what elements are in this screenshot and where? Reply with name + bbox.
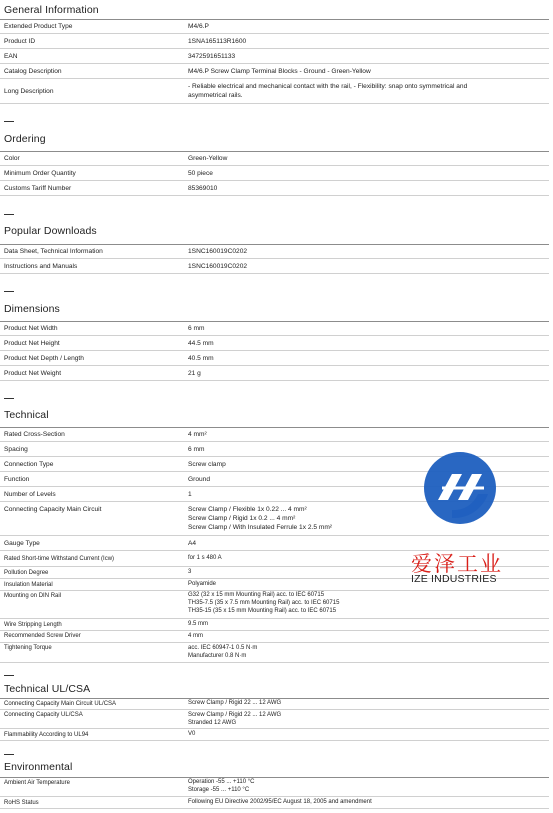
row-label: Wire Stripping Length — [4, 622, 62, 628]
table-row — [0, 710, 549, 729]
table-row — [0, 19, 549, 34]
row-label: Number of Levels — [4, 491, 56, 498]
row-value: Ground — [188, 476, 210, 483]
row-value: 85369010 — [188, 185, 218, 192]
table-row — [0, 64, 549, 79]
table-row — [0, 259, 549, 274]
row-value: 44.5 mm — [188, 340, 214, 347]
row-label: Mounting on DIN Rail — [4, 593, 62, 599]
row-value: Screw clamp — [188, 461, 226, 468]
row-label: Product Net Width — [4, 325, 58, 332]
row-value: for 1 s 480 A — [188, 555, 222, 561]
row-value: 1 — [188, 491, 192, 498]
section-title: Technical — [4, 409, 49, 421]
row-label: Connecting Capacity UL/CSA — [4, 712, 83, 718]
table-row — [0, 166, 549, 181]
row-value: 4 mm — [188, 633, 203, 639]
section-title: Environmental — [4, 761, 73, 773]
section-title: Ordering — [4, 133, 46, 145]
section-title: Technical UL/CSA — [4, 683, 91, 695]
row-label: Insulation Material — [4, 582, 53, 588]
row-label: Product Net Height — [4, 340, 60, 347]
row-label: Spacing — [4, 446, 28, 453]
row-value: 3472591651133 — [188, 53, 236, 60]
table-row — [0, 351, 549, 366]
section-title: Popular Downloads — [4, 225, 97, 237]
table-row — [0, 151, 549, 166]
row-value: Screw Clamp / Rigid 22 ... 12 AWG Stranded 12 AWG — [188, 712, 282, 726]
row-label: Gauge Type — [4, 540, 40, 547]
row-value: 50 piece — [188, 170, 213, 177]
row-label: Connecting Capacity Main Circuit — [4, 506, 102, 513]
row-value: 6 mm — [188, 325, 205, 332]
row-value: 3 — [188, 569, 192, 575]
section-dash — [4, 291, 14, 292]
table-row — [0, 643, 549, 663]
row-label: Product Net Depth / Length — [4, 355, 84, 362]
table-row — [0, 181, 549, 196]
row-value: M4/6.P Screw Clamp Terminal Blocks - Ground - Green-Yellow — [188, 68, 371, 75]
table-row — [0, 244, 549, 259]
row-label: Rated Short-time Withstand Current (Icw) — [4, 556, 115, 562]
row-label: Tightening Torque — [4, 645, 52, 651]
watermark-chinese: 爱泽工业 — [411, 552, 503, 576]
row-value: Screw Clamp / Flexible 1x 0.22 ... 4 mm² Screw Clamp / Rigid 1x 0.2 ... 4 mm² Screw Clamp / With Insulated Ferrule 1x 2.5 mm² — [188, 506, 333, 531]
row-label: Customs Tariff Number — [4, 185, 72, 192]
row-value: Green-Yellow — [188, 155, 228, 162]
table-row — [0, 34, 549, 49]
row-value: - Reliable electrical and mechanical contact with the rail, - Flexibility: snap onto symmetrical and asymmetrical rails. — [188, 83, 468, 99]
table-row — [0, 591, 549, 619]
table-row — [0, 427, 549, 442]
section-title: General Information — [4, 4, 99, 16]
watermark-english: IZE INDUSTRIES — [411, 573, 497, 585]
row-value: 40.5 mm — [188, 355, 214, 362]
row-value: 1SNC160019C0202 — [188, 263, 248, 270]
section-dash — [4, 675, 14, 676]
row-label: EAN — [4, 53, 18, 60]
row-label: Connecting Capacity Main Circuit UL/CSA — [4, 701, 117, 707]
row-label: Catalog Description — [4, 68, 62, 75]
table-row — [0, 619, 549, 631]
row-value: 9.5 mm — [188, 621, 209, 627]
section-dash — [4, 754, 14, 755]
row-label: Product Net Weight — [4, 370, 62, 377]
row-label: Product ID — [4, 38, 36, 45]
row-value: Operation -55 ... +110 °C Storage -55 ... +110 °C — [188, 779, 255, 793]
row-value: Polyamide — [188, 581, 217, 587]
row-value: acc. IEC 60947-1 0.5 N·m Manufacturer 0.8 N·m — [188, 645, 258, 659]
table-row — [0, 366, 549, 381]
row-label: RoHS Status — [4, 800, 39, 806]
row-label: Pollution Degree — [4, 570, 49, 576]
section-title: Dimensions — [4, 303, 60, 315]
table-row — [0, 321, 549, 336]
table-row — [0, 729, 549, 741]
row-label: Connection Type — [4, 461, 54, 468]
table-row — [0, 698, 549, 710]
row-label: Extended Product Type — [4, 23, 73, 30]
row-value: 21 g — [188, 370, 201, 377]
table-row — [0, 336, 549, 351]
section-dash — [4, 398, 14, 399]
row-label: Long Description — [4, 88, 54, 95]
row-label: Ambient Air Temperature — [4, 780, 70, 786]
section-dash — [4, 121, 14, 122]
table-row — [0, 777, 549, 797]
row-value: 6 mm — [188, 446, 205, 453]
row-value: G32 (32 x 15 mm Mounting Rail) acc. to IEC 60715 TH35-7.5 (35 x 7.5 mm Mounting Rail) acc. to IEC 60715 TH35-15 (35 x 15 mm Mounting Rail) acc. to IEC 60715 — [188, 592, 340, 614]
row-value: V0 — [188, 731, 196, 737]
row-value: 1SNA165113R1600 — [188, 38, 247, 45]
table-row — [0, 79, 549, 104]
row-label: Instructions and Manuals — [4, 263, 78, 270]
row-value: A4 — [188, 540, 197, 547]
table-row — [0, 49, 549, 64]
row-value: Following EU Directive 2002/95/EC August 18, 2005 and amendment — [188, 799, 372, 805]
row-value: 4 mm² — [188, 431, 207, 438]
ize-logo-icon — [412, 448, 508, 544]
row-value: M4/6.P — [188, 23, 209, 30]
row-label: Flammability According to UL94 — [4, 732, 89, 738]
table-row — [0, 631, 549, 643]
row-label: Rated Cross-Section — [4, 431, 65, 438]
row-label: Minimum Order Quantity — [4, 170, 76, 177]
row-value: 1SNC160019C0202 — [188, 248, 248, 255]
row-label: Recommended Screw Driver — [4, 633, 81, 639]
section-dash — [4, 214, 14, 215]
row-label: Function — [4, 476, 30, 483]
row-label: Data Sheet, Technical Information — [4, 248, 103, 255]
row-label: Color — [4, 155, 20, 162]
table-row — [0, 797, 549, 809]
row-value: Screw Clamp / Rigid 22 ... 12 AWG — [188, 700, 282, 706]
